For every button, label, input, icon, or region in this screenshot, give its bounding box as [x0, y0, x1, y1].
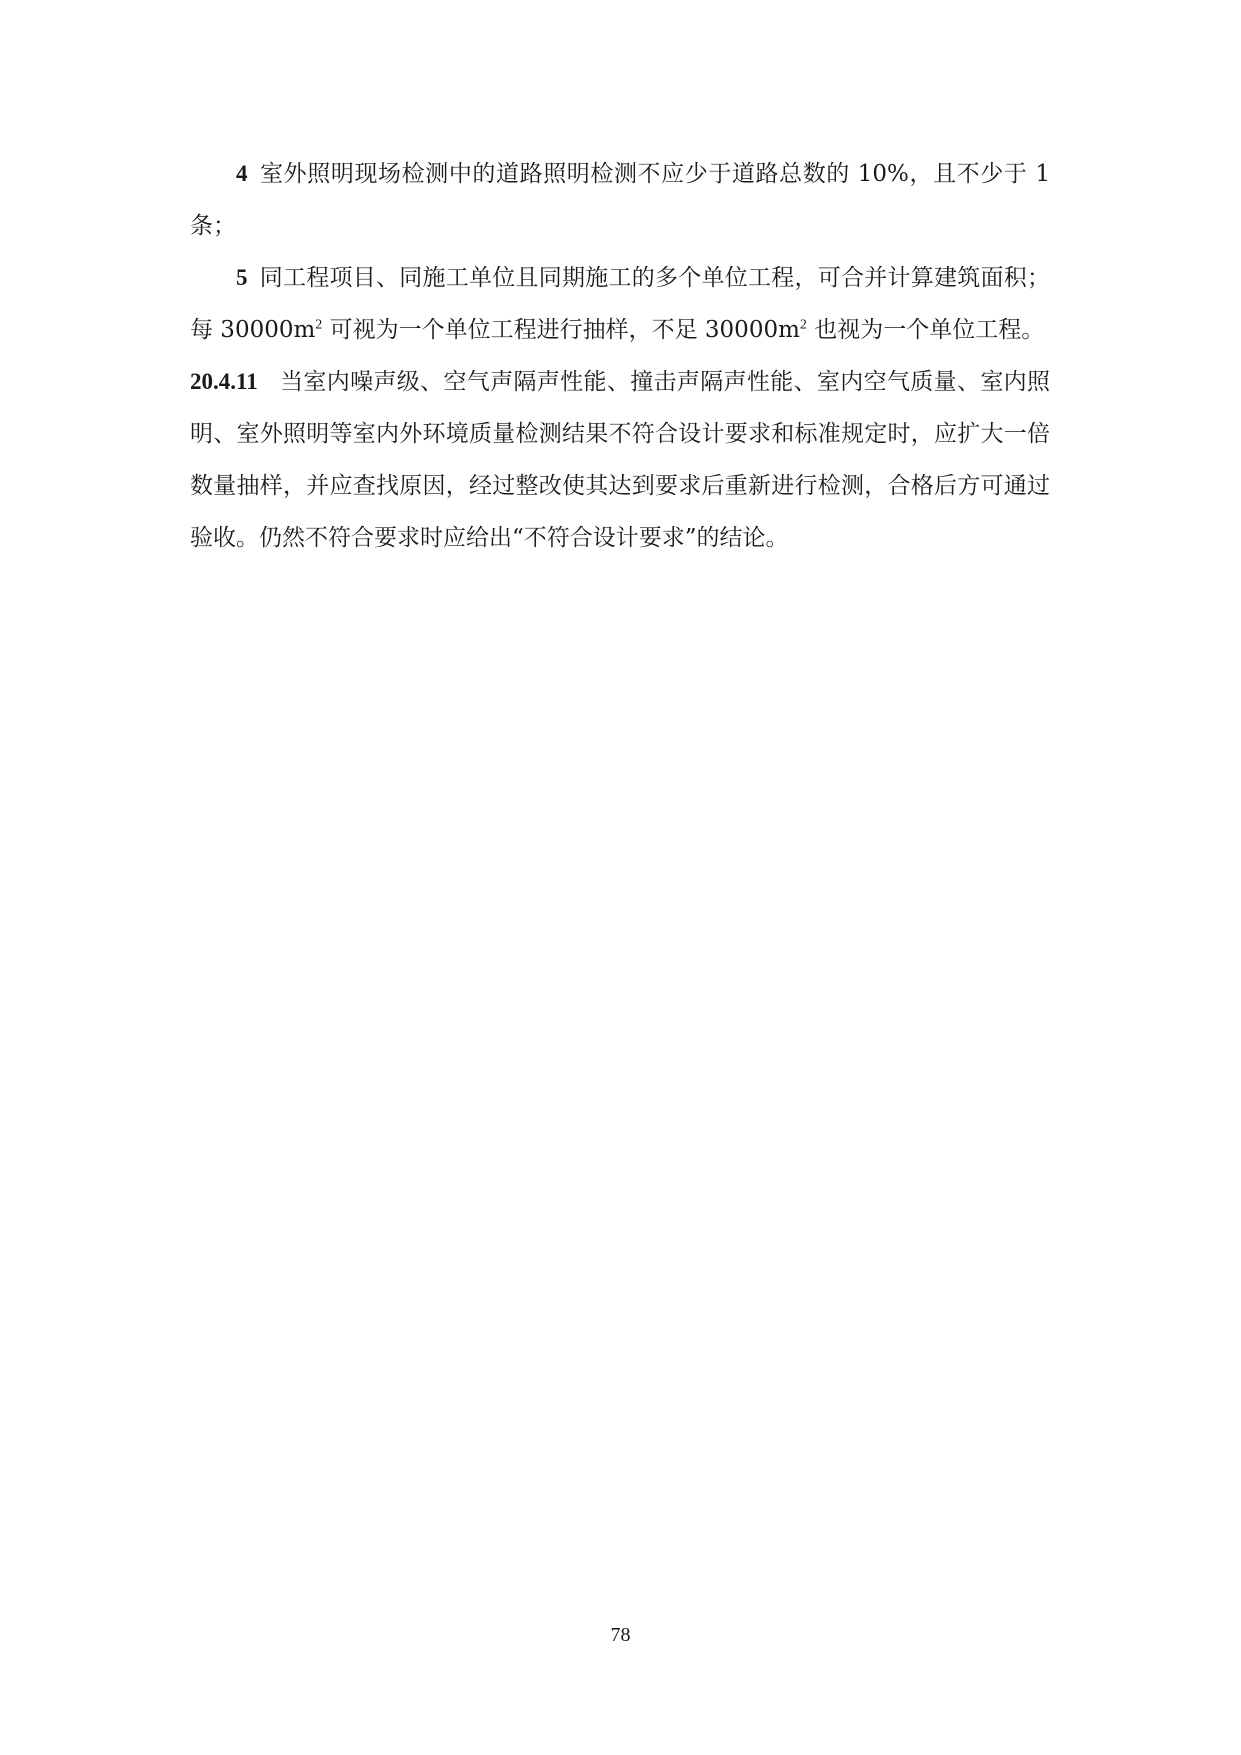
superscript: 2: [315, 317, 323, 333]
list-item-5: [190, 252, 1050, 356]
item-text-part: 可视为一个单位工程进行抽样，不足 30000m: [322, 317, 800, 343]
item-text: 室外照明现场检测中的道路照明检测不应少于道路总数的 10%，且不少于 1 条；: [190, 161, 1050, 239]
clause-number: 20.4.11: [190, 369, 258, 394]
clause-20-4-11: [190, 356, 1050, 564]
list-item-4: [190, 148, 1050, 252]
item-number: 4: [236, 161, 248, 186]
item-text-part: 同工程项目、同施工单位且同期施工的多个单位工程，可合并计算建筑面积；每 30000m: [190, 265, 1050, 343]
clause-text: 当室内噪声级、空气声隔声性能、撞击声隔声性能、室内空气质量、室内照明、室外照明等室内外环境质量检测结果不符合设计要求和标准规定时，应扩大一倍数量抽样，并应查找原因，经过整改使其达到要求后重新进行检测，合格后方可通过验收。仍然不符合要求时应给出“不符合设计要求”的结论。: [190, 369, 1050, 551]
page-content: [190, 148, 1050, 564]
item-number: 5: [236, 265, 248, 290]
page-number: 78: [610, 1624, 631, 1646]
superscript: 2: [799, 317, 807, 333]
item-text-part: 也视为一个单位工程。: [806, 317, 1045, 343]
